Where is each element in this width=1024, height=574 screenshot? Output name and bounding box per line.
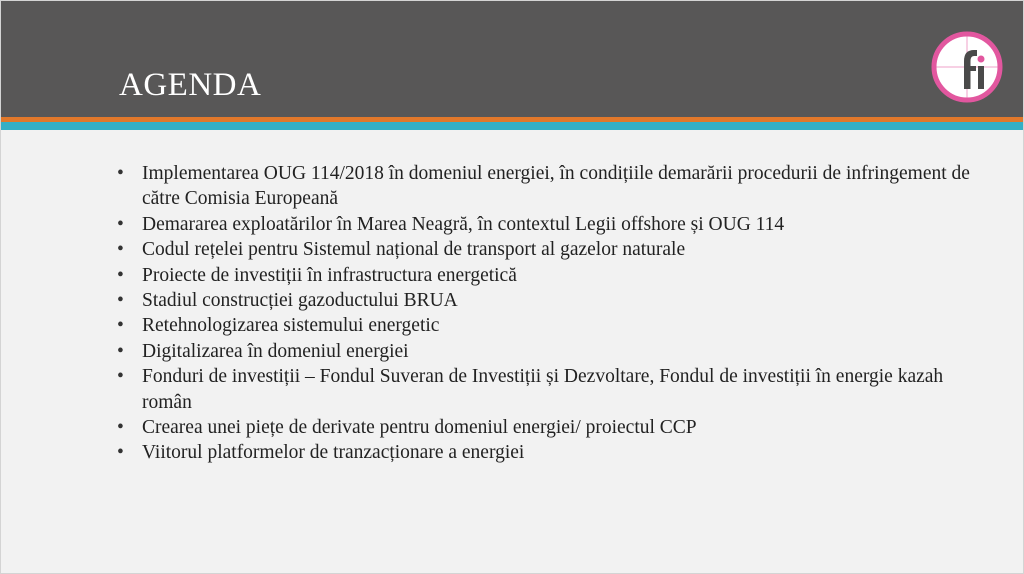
agenda-item: • Crearea unei piețe de derivate pentru domeniul energiei/ proiectul CCP <box>111 415 991 440</box>
agenda-list <box>111 161 991 466</box>
agenda-item: • Digitalizarea în domeniul energiei <box>111 339 991 364</box>
teal-stripe <box>1 122 1023 130</box>
slide-title: AGENDA <box>119 67 262 103</box>
agenda-item: • Viitorul platformelor de tranzacționare a energiei <box>111 440 991 465</box>
agenda-item: • Proiecte de investiții în infrastructura energetică <box>111 263 991 288</box>
agenda-item: • Stadiul construcției gazoductului BRUA <box>111 288 991 313</box>
agenda-item: • Codul rețelei pentru Sistemul național de transport al gazelor naturale <box>111 237 991 262</box>
agenda-item: • Fonduri de investiții – Fondul Suveran de Investiții și Dezvoltare, Fondul de investiții în energie kazah român <box>111 364 991 415</box>
agenda-item: • Implementarea OUG 114/2018 în domeniul energiei, în condițiile demarării procedurii de infringement de către Comisia Europeană <box>111 161 991 212</box>
agenda-item: • Demararea exploatărilor în Marea Neagră, în contextul Legii offshore și OUG 114 <box>111 212 991 237</box>
agenda-list-container <box>111 161 991 466</box>
agenda-item: • Retehnologizarea sistemului energetic <box>111 313 991 338</box>
fi-logo-icon <box>931 31 1003 103</box>
